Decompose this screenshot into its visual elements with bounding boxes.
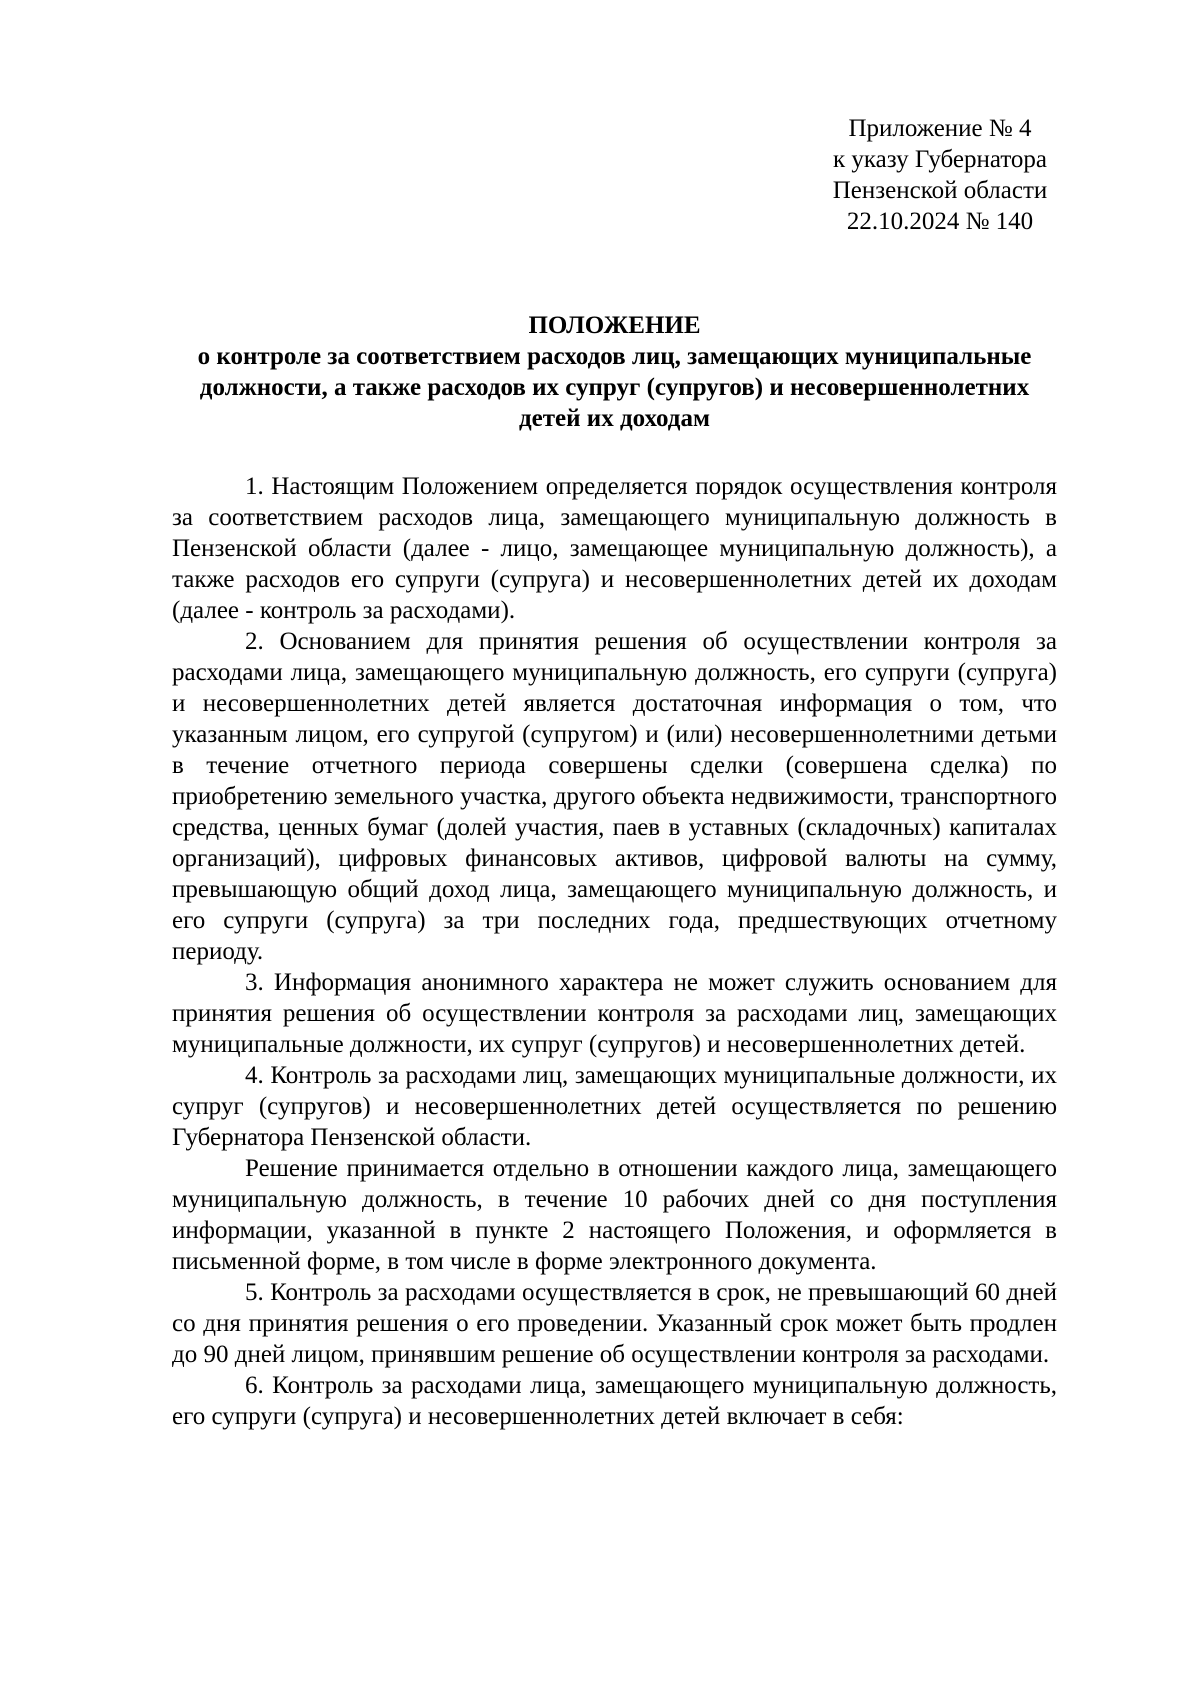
annex-decree-ref: к указу Губернатора <box>832 146 1048 173</box>
document-title <box>172 310 1057 434</box>
document-heading: ПОЛОЖЕНИЕ <box>528 312 701 339</box>
annex-region: Пензенской области <box>832 177 1048 204</box>
annex-date-number: 22.10.2024 № 140 <box>846 208 1034 235</box>
paragraph-5: 5. Контроль за расходами осуществляется в срок, не превышающий 60 дней со дня принятия решения о его проведении. Указанный срок может быть продлен до 90 дней лицом, принявшим решение об осуществлении контроля за расходами. <box>172 1279 1057 1368</box>
paragraph-4-decision: Решение принимается отдельно в отношении каждого лица, замещающего муниципальную должность, в течение 10 рабочих дней со дня поступления информации, указанной в пункте 2 настоящего Положения, и оформляется в письменной форме, в том числе в форме электронного документа. <box>172 1155 1057 1275</box>
document-subtitle: о контроле за соответствием расходов лиц, замещающих муниципальные должности, а также расходов их супруг (супругов) и несовершеннолетних детей их доходам <box>197 343 1032 432</box>
annex-header <box>800 113 1080 237</box>
annex-number: Приложение № 4 <box>848 115 1032 142</box>
paragraph-6: 6. Контроль за расходами лица, замещающего муниципальную должность, его супруги (супруга) и несовершеннолетних детей включает в себя: <box>172 1372 1057 1430</box>
paragraph-3: 3. Информация анонимного характера не может служить основанием для принятия решения об осуществлении контроля за расходами лиц, замещающих муниципальные должности, их супруг (супругов) и несовершеннолетних детей. <box>172 969 1057 1058</box>
paragraph-2: 2. Основанием для принятия решения об осуществлении контроля за расходами лица, замещающего муниципальную должность, его супруги (супруга) и несовершеннолетних детей является достаточная информация о том, что указанным лицом, его супругой (супругом) и (или) несовершеннолетними детьми в течение отчетного периода совершены сделки (совершена сделка) по приобретению земельного участка, другого объекта недвижимости, транспортного средства, ценных бумаг (долей участия, паев в уставных (складочных) капиталах организаций), цифровых финансовых активов, цифровой валюты на сумму, превышающую общий доход лица, замещающего муниципальную должность, и его супруги (супруга) за три последних года, предшествующих отчетному периоду. <box>172 628 1057 965</box>
paragraph-4: 4. Контроль за расходами лиц, замещающих муниципальные должности, их супруг (супругов) и несовершеннолетних детей осуществляется по решению Губернатора Пензенской области. <box>172 1062 1057 1151</box>
paragraph-1: 1. Настоящим Положением определяется порядок осуществления контроля за соответствием расходов лица, замещающего муниципальную должность в Пензенской области (далее - лицо, замещающее муниципальную должность), а также расходов его супруги (супруга) и несовершеннолетних детей их доходам (далее - контроль за расходами). <box>172 473 1057 624</box>
document-body <box>172 471 1057 1432</box>
